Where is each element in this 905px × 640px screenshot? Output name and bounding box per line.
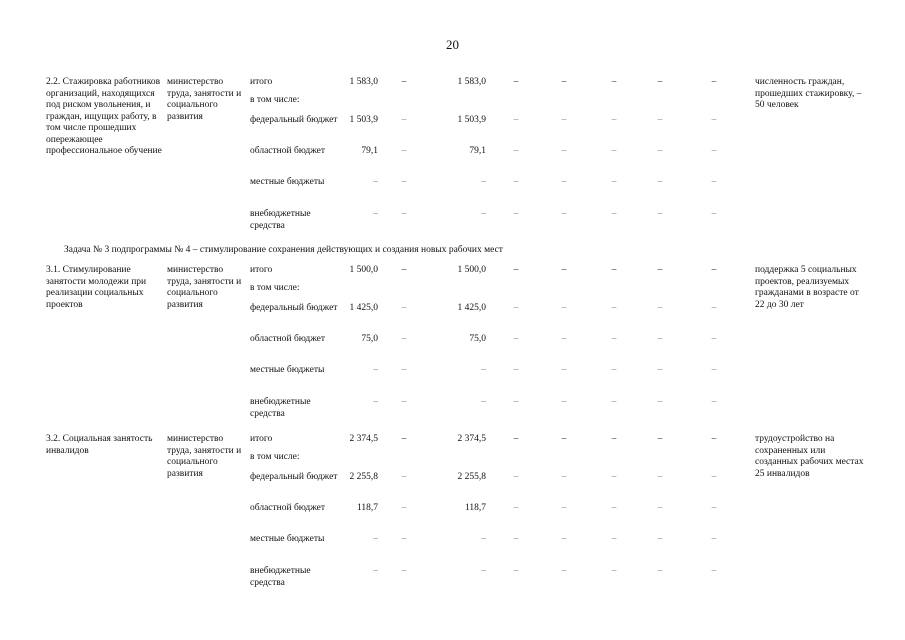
expected-result: трудоустройство на сохраненных или созданных рабочих местах 25 инвалидов [755,434,864,479]
amount-cell: – [657,534,663,544]
executor: министерство труда, занятости и социального развития [167,434,242,479]
finance-row [0,334,905,358]
amount-cell: – [611,115,617,125]
amount-cell: – [401,434,407,444]
amount-cell: – [401,566,407,576]
finance-row [0,472,905,496]
amount-cell: – [657,503,663,513]
amount-cell: – [401,534,407,544]
amount-cell: – [711,146,717,156]
executor: министерство труда, занятости и социального развития [167,77,242,122]
amount-cell: – [657,472,663,482]
amount-total: – [373,397,378,407]
amount-cell: – [657,265,663,275]
amount-cell: – [401,334,407,344]
finance-row [0,146,905,170]
funding-source: местные бюджеты [250,177,325,187]
funding-source: областной бюджет [250,503,326,513]
amount-cell: – [611,265,617,275]
amount-cell: – [513,534,519,544]
amount-cell: – [401,397,407,407]
amount-cell: – [513,365,519,375]
amount-cell: – [657,365,663,375]
amount-total: 2 374,5 [349,434,378,444]
amount-cell: – [711,334,717,344]
amount-cell: – [711,303,717,313]
finance-row [0,303,905,327]
amount-cell: – [611,397,617,407]
amount-cell: – [561,115,567,125]
amount-cell: – [657,177,663,187]
amount-cell: – [711,209,717,219]
finance-row [0,177,905,201]
amount-total: 79,1 [361,146,378,156]
amount-cell: – [611,77,617,87]
amount-total: – [373,209,378,219]
executor: министерство труда, занятости и социального развития [167,265,242,310]
amount-cell: 1 583,0 [457,77,486,87]
amount-cell: – [711,472,717,482]
amount-cell: – [611,303,617,313]
funding-source: в том числе: [250,452,300,462]
funding-source: в том числе: [250,95,300,105]
amount-cell: – [611,472,617,482]
amount-cell: – [611,177,617,187]
amount-cell: – [513,177,519,187]
amount-cell: – [561,566,567,576]
amount-total: 75,0 [361,334,378,344]
amount-cell: – [561,365,567,375]
amount-cell: – [561,265,567,275]
amount-cell: – [561,209,567,219]
amount-cell: – [611,534,617,544]
amount-cell: – [611,334,617,344]
amount-total: 2 255,8 [349,472,378,482]
amount-cell: – [657,334,663,344]
funding-source: областной бюджет [250,334,326,344]
amount-cell: – [513,265,519,275]
amount-cell: – [513,566,519,576]
amount-cell: – [401,265,407,275]
amount-cell: – [401,115,407,125]
amount-cell: – [401,472,407,482]
amount-cell: – [513,397,519,407]
funding-source: местные бюджеты [250,365,325,375]
amount-cell: – [611,503,617,513]
finance-row [0,534,905,558]
amount-cell: – [561,472,567,482]
amount-total: 1 503,9 [349,115,378,125]
amount-cell: – [513,115,519,125]
amount-cell: – [711,397,717,407]
finance-row [0,503,905,527]
amount-cell: – [481,397,486,407]
amount-cell: – [401,303,407,313]
measure-title: 3.1. Стимулирование занятости молодежи при реализации социальных проектов [46,265,147,310]
amount-cell: 1 500,0 [457,265,486,275]
amount-cell: – [481,177,486,187]
amount-cell: – [657,146,663,156]
funding-source: внебюджетные средства [250,209,311,231]
funding-source: внебюджетные средства [250,397,311,419]
amount-cell: – [401,77,407,87]
amount-total: 118,7 [356,503,378,513]
funding-source: в том числе: [250,283,300,293]
amount-cell: – [513,209,519,219]
amount-cell: – [401,177,407,187]
measure-title: 3.2. Социальная занятость инвалидов [46,434,153,456]
amount-cell: 2 374,5 [457,434,486,444]
amount-cell: – [481,534,486,544]
amount-cell: – [611,566,617,576]
amount-cell: – [513,334,519,344]
amount-cell: – [561,503,567,513]
amount-cell: – [561,534,567,544]
amount-cell: – [561,434,567,444]
amount-cell: – [657,115,663,125]
amount-cell: – [561,177,567,187]
amount-cell: – [561,334,567,344]
finance-row [0,365,905,389]
amount-cell: – [711,566,717,576]
amount-cell: – [611,209,617,219]
finance-row [0,115,905,139]
funding-source: внебюджетные средства [250,566,311,588]
finance-row [0,566,905,590]
amount-cell: – [711,177,717,187]
amount-cell: – [401,209,407,219]
amount-cell: – [561,397,567,407]
amount-cell: – [711,534,717,544]
measure-title: 2.2. Стажировка работников организаций, находящихся под риском увольнения, и граждан, ищущих работу, в том числе прошедших опережающее профессиональное обучение [46,77,162,156]
amount-cell: – [611,146,617,156]
amount-cell: – [513,77,519,87]
amount-cell: – [657,566,663,576]
expected-result: численность граждан, прошедших стажировку, – 50 человек [755,77,862,110]
amount-cell: – [711,365,717,375]
funding-source: итого [250,265,273,275]
amount-total: – [373,177,378,187]
amount-cell: – [657,434,663,444]
amount-cell: – [513,146,519,156]
amount-cell: – [561,77,567,87]
amount-cell: – [401,365,407,375]
amount-cell: – [657,397,663,407]
amount-cell: – [513,434,519,444]
amount-total: 1 583,0 [349,77,378,87]
amount-cell: – [561,146,567,156]
amount-cell: 75,0 [469,334,486,344]
funding-source: местные бюджеты [250,534,325,544]
amount-cell: – [481,566,486,576]
amount-cell: – [513,303,519,313]
amount-cell: – [711,77,717,87]
funding-source: федеральный бюджет [250,115,338,125]
expected-result: поддержка 5 социальных проектов, реализуемых гражданами в возрасте от 22 до 30 лет [755,265,859,310]
amount-cell: – [711,434,717,444]
amount-cell: – [711,115,717,125]
amount-total: 1 425,0 [349,303,378,313]
finance-row [0,397,905,421]
amount-cell: – [711,503,717,513]
funding-source: федеральный бюджет [250,472,338,482]
amount-total: 1 500,0 [349,265,378,275]
funding-source: федеральный бюджет [250,303,338,313]
amount-total: – [373,534,378,544]
amount-cell: – [401,503,407,513]
amount-cell: – [401,146,407,156]
amount-cell: – [611,365,617,375]
amount-cell: 1 425,0 [457,303,486,313]
amount-cell: – [513,472,519,482]
amount-cell: – [657,303,663,313]
amount-cell: – [711,265,717,275]
amount-cell: 2 255,8 [457,472,486,482]
amount-total: – [373,566,378,576]
amount-cell: 79,1 [469,146,486,156]
amount-cell: – [481,209,486,219]
funding-source: итого [250,77,273,87]
funding-source: итого [250,434,273,444]
funding-source: областной бюджет [250,146,326,156]
amount-cell: 1 503,9 [457,115,486,125]
amount-cell: 118,7 [464,503,486,513]
task-heading: Задача № 3 подпрограммы № 4 – стимулирование сохранения действующих и создания новых рабочих мест [64,245,503,255]
amount-total: – [373,365,378,375]
amount-cell: – [561,303,567,313]
amount-cell: – [657,77,663,87]
amount-cell: – [611,434,617,444]
amount-cell: – [481,365,486,375]
amount-cell: – [513,503,519,513]
page-number: 20 [446,37,459,52]
amount-cell: – [657,209,663,219]
finance-row [0,209,905,233]
